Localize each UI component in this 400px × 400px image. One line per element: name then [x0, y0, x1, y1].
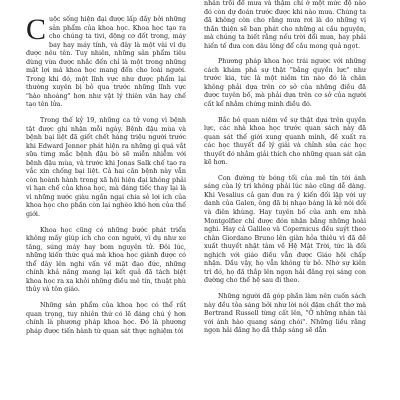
- paragraph-intro: [26, 13, 186, 110]
- paragraph: nhân trồi để mưa và thậm chí ở một mức độ nào đó còn dự đoán trước được khi nào mưa. Chúng ta đã không còn cho rằng mưa rơi là do những vị thần thiện sẽ ban phát cho những ai cầu nguyện, mà chúng ta biết rằng nếu trời đổi mưa, hay phải hiến tế đưa con dâu lông để cầu mong quả ngọt.: [204, 0, 366, 50]
- paragraph: Trong thế kỷ 19, những ca tử vong vì bệnh tật được ghi nhận mỗi ngày. Bệnh đậu mùa và bệnh bại liệt đã giết chết hàng triệu người trước khi Edward Jenner phát hiện ra những gì quá vắt sữa từng mắc bệnh đậu bò sẽ miễn nhiễm với bệnh đậu mùa, và trước khi Jonas Salk chế tạo ra vắc xin chống bại liệt. Cả hai căn bệnh này vẫn còn hoành hành trong xã hội hiện đại không phải vì hạn chế của khoa học, mà đáng tiếc thay lại là vì những nước giàu ngần ngại chia sẻ lợi ích của khoa học cho phần còn lại nghèo khó hơn của thế giới.: [26, 117, 186, 219]
- paragraph-text: uộc sống hiện đại được lấp đầy bởi những sản phẩm của khoa học. Khoa học tạo ra cho chúng ta tivi, động cơ đốt trong, máy bay hay máy tính, và đây là một vài ví dụ được nêu tên. Tuy nhiên, những sản phẩm tiêu dùng vừa được nhắc đến chỉ là một trong những mặt lợi mà khoa học mang đến cho loài người. Trong khi đó, một lĩnh vực như được phẩm lại thường xuyên bị bỏ qua trước những lĩnh vực "hào nhoáng" hơn như vật lý thiên văn hay chế tạo tên lửa.: [26, 16, 186, 109]
- right-column: [204, 0, 366, 343]
- paragraph: Con đường từ bóng tối của mê tín tới ánh sáng của lý trí không phải lúc nào cũng dễ dàng. Khi Vesalius cả gan đưa ra ý kiến đối lập với uy danh của Galen, ông đã bị nhạo báng là kẻ nói dối và điên khùng. Hay tuyên bố của anh em nhà Montgolfier chỉ được đón nhận bằng những hoài nghi. Hay cả Galileo và Copernicus đều suýt theo chân Giordano Bruno lên giàn hỏa thiêu vì đã đề xuất thuyết nhật tâm về Hệ Mặt Trời, tức là đối nghịch với giáo điều vẫn được Giáo hội chấp nhận. Dầu vậy, họ vẫn không từ bỏ. Nhờ sự kiên trì đó, họ đã thắp lên ngọn hải đăng rọi sáng con đường cho thế hệ sau đi theo.: [204, 174, 366, 285]
- paragraph: Những người đã góp phần làm nên cuốn sách này đều tỏa sáng bởi như lời nói đậm chất thơ mà Bertrand Russell từng cất lên, "Ở những nhân tài với ánh hào quang sáng chói". Những liều rằng ngọn hải đăng họ đã thắp sáng sẽ dẫn: [204, 292, 366, 335]
- left-column: [26, 13, 186, 343]
- paragraph: Những sản phẩm của khoa học có thể rất quan trọng, tuy nhiên thứ có lẽ đáng chú ý hơn chính là phương pháp khoa học. Đó là phương pháp được tiến hành từ quan sát thực nghiệm tới: [26, 301, 186, 335]
- paragraph: Khoa học cũng có những bước phát triển không mấy giúp ích cho con người, vì dụ như xe tăng, súng máy hay bom nguyên tử. Đôi lúc, những kiến thức quá mà khoa học giành được có thể dây lên nghi vấn về mặt đạo đức, những chính khả năng mang lại kết quả đã tách biệt khoa học ra xa khỏi những điều mê tín, thuật phù thủy và tôn giáo.: [26, 226, 186, 294]
- paragraph: Bắc bỏ quan niệm về sự thật dựa trên quyền lực, các nhà khoa học trước quan sách này đã quan sát thế giới xung quanh mình, đề xuất ra các học thuyết để lý giải và chỉnh sửa các học thuyết đó nhằm giải thích cho những quan sát cặn kẽ hơn.: [204, 116, 366, 167]
- drop-cap: C: [26, 13, 47, 46]
- paragraph: Phương pháp khoa học trái ngược với những cách khám phá sự thật "bằng quyền lực" như trước kia, tức là một niềm tin nào đó là chân không phải dựa trên cơ sở của những điều đã được tuyên bố, mà phải dựa trên cơ sở của người cất kể nhằm chứng minh điều đó.: [204, 58, 366, 109]
